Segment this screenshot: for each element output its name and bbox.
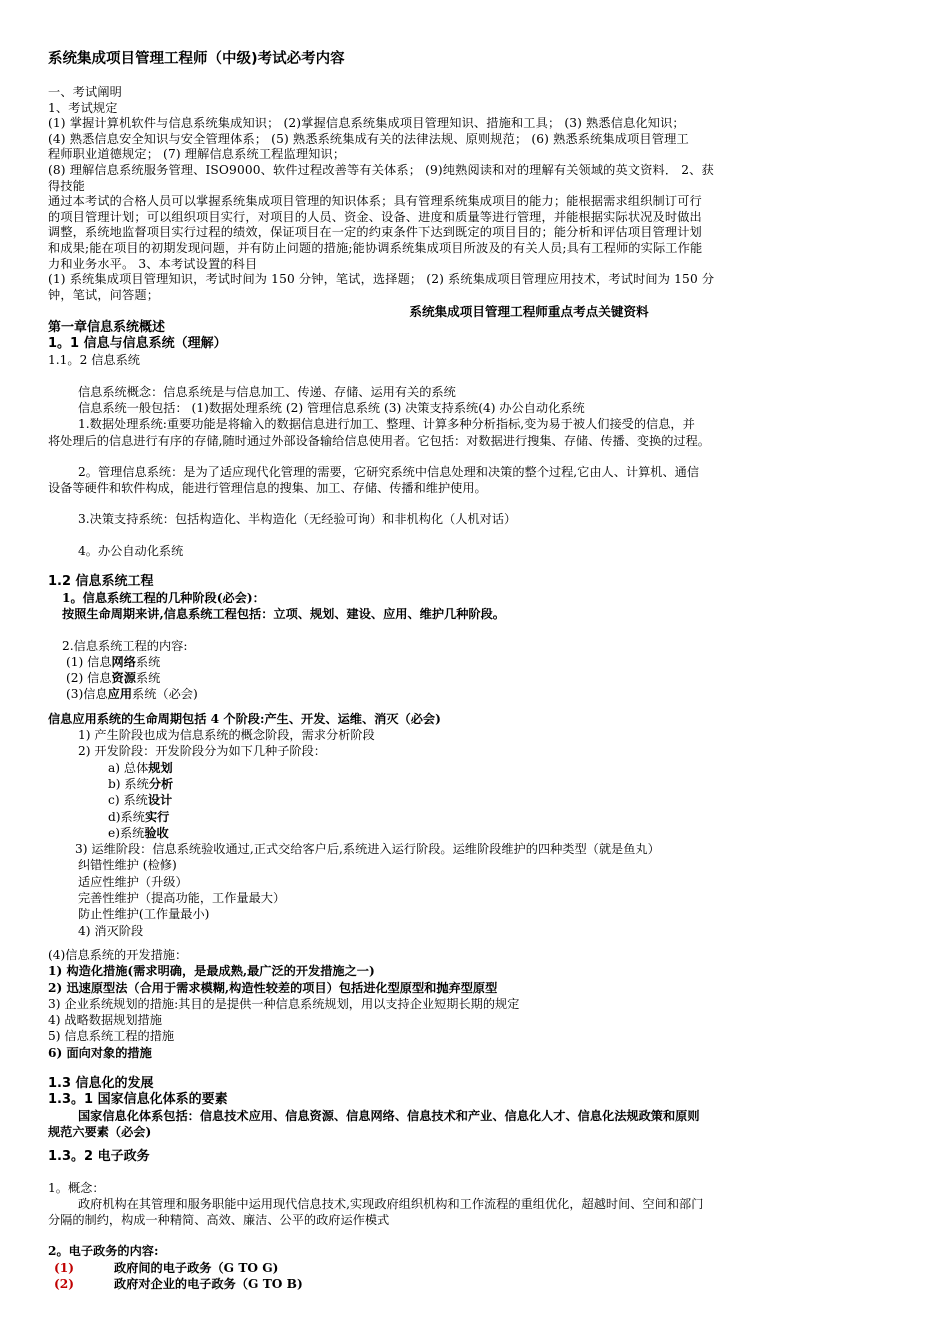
list-item: c) 系统设计	[108, 793, 173, 808]
includes-text: 信息系统一般包括： (1)数据处理系统 (2) 管理信息系统 (3) 决策支持系统(4) 办公自动化系统	[78, 400, 585, 415]
subsection-heading: 1.3。1 国家信息化体系的要素	[48, 1092, 228, 1107]
question-line: 2.信息系统工程的内容:	[62, 638, 188, 653]
intro-line: 力和业务水平。 3、本考试设置的科目	[48, 256, 258, 271]
item-number: (2)	[54, 1277, 75, 1292]
intro-line: 得技能	[48, 178, 86, 193]
paragraph-line: 将处理后的信息进行有序的存储,随时通过外部设备输给信息使用者。它包括：对数据进行搜集、存储、传播、变换的过程。	[48, 433, 710, 448]
concept-text: 信息系统概念：信息系统是与信息加工、传递、存储、运用有关的系统	[78, 384, 456, 399]
list-item: 1) 产生阶段也成为信息系统的概念阶段，需求分析阶段	[78, 728, 375, 743]
list-item: (2) 信息资源系统	[66, 671, 161, 686]
item-number: (1)	[54, 1260, 75, 1275]
paragraph-line: 分隔的制约，构成一种精简、高效、廉洁、公平的政府运作模式	[48, 1213, 390, 1228]
list-item: 3) 运维阶段：信息系统验收通过,正式交给客户后,系统进入运行阶段。运维阶段维护的四种类型（就是鱼丸）	[75, 842, 660, 857]
egov-content-heading: 2。电子政务的内容:	[48, 1244, 159, 1259]
list-item: 纠错性维护 (检修)	[78, 858, 177, 873]
list-item: (2) 政府对企业的电子政务（G TO B)	[48, 1276, 910, 1292]
intro-line: 调整，系统地监督项目实行过程的绩效，保证项目在一定的约束条件下达到既定的项目目的；能分析和评估项目管理计划	[48, 225, 702, 240]
list-item: (3)信息应用系统（必会)	[66, 687, 198, 702]
list-item: e)系统验收	[108, 825, 169, 840]
paragraph-line: 4。办公自动化系统	[78, 543, 184, 558]
intro-line: 和成果;能在项目的初期发现问题，并有防止问题的措施;能协调系统集成项目所波及的有关人员;具有工程师的实际工作能	[48, 240, 703, 255]
intro-line: (1) 系统集成项目管理知识，考试时间为 150 分钟，笔试，选择题； (2) 系统集成项目管理应用技术，考试时间为 150 分	[48, 272, 715, 287]
list-item: 2) 迅速原型法（合用于需求模糊,构造性较差的项目）包括进化型原型和抛弃型原型	[48, 980, 498, 995]
section-heading: 1。1 信息与信息系统（理解）	[48, 336, 227, 352]
document-title: 系统集成项目管理工程师（中级)考试必考内容	[48, 51, 345, 67]
intro-line: 1、考试规定	[48, 100, 118, 115]
section-heading: 1.2 信息系统工程	[48, 573, 154, 589]
paragraph-line: 政府机构在其管理和服务职能中运用现代信息技术,实现政府组织机构和工作流程的重组优化，超越时间、空间和部门	[78, 1196, 704, 1211]
list-item: (1) 信息网络系统	[66, 654, 161, 669]
intro-line: (8) 理解信息系统服务管理、ISO9000、软件过程改善等有关体系； (9)纯熟阅读和对的理解有关领域的英文资料． 2、获	[48, 162, 714, 177]
intro-line: (4) 熟悉信息安全知识与安全管理体系； (5) 熟悉系统集成有关的法律法规、原则规范； (6) 熟悉系统集成项目管理工	[48, 131, 689, 146]
intro-line: 的项目管理计划；可以组织项目实行，对项目的人员、资金、设备、进度和质量等进行管理，并能根据实际状况及时做出	[48, 209, 702, 224]
answer-line: 按照生命周期来讲,信息系统工程包括：立项、规划、建设、应用、维护几种阶段。	[62, 607, 505, 622]
list-item: 适应性维护（升级）	[78, 874, 188, 889]
lifecycle-heading: 信息应用系统的生命周期包括 4 个阶段:产生、开发、运维、消灭（必会)	[48, 711, 441, 726]
intro-line: 通过本考试的合格人员可以掌握系统集成项目管理的知识体系；具有管理系统集成项目的能力；能根据需求组织制订可行	[48, 194, 702, 209]
intro-line: 钟，笔试，问答题；	[48, 287, 160, 302]
paragraph-line: 设备等硬件和软件构成，能进行管理信息的搜集、加工、存储、传播和维护使用。	[48, 481, 487, 496]
section-heading: 1.3 信息化的发展	[48, 1076, 154, 1091]
question-line: 1。信息系统工程的几种阶段(必会)：	[62, 590, 265, 605]
list-item: a) 总体规划	[108, 760, 173, 775]
list-item: 3) 企业系统规划的措施:其目的是提供一种信息系统规划，用以支持企业短期长期的规定	[48, 996, 520, 1011]
list-item: b) 系统分析	[108, 776, 174, 791]
list-item: 完善性维护（提高功能，工作量最大）	[78, 891, 286, 906]
concept-label: 1。概念：	[48, 1180, 105, 1195]
list-item: 5) 信息系统工程的措施	[48, 1029, 175, 1044]
intro-line: 一、考试阐明	[48, 85, 123, 99]
dev-methods-heading: (4)信息系统的开发措施：	[48, 947, 188, 962]
subsection-heading: 1.1。2 信息系统	[48, 353, 140, 368]
section-title: 系统集成项目管理工程师重点考点关键资料	[409, 304, 649, 320]
exam-intro	[48, 85, 910, 303]
subsection-heading: 1.3。2 电子政务	[48, 1148, 150, 1164]
list-item: (1) 政府间的电子政务（G TO G)	[48, 1260, 910, 1276]
paragraph-line: 2。管理信息系统：是为了适应现代化管理的需要，它研究系统中信息处理和决策的整个过程,它由人、计算机、通信	[78, 464, 700, 479]
list-item: 6) 面向对象的措施	[48, 1045, 152, 1060]
paragraph-line: 国家信息化体系包括：信息技术应用、信息资源、信息网络、信息技术和产业、信息化人才、信息化法规政策和原则	[78, 1109, 700, 1123]
list-item: 4) 消灭阶段	[78, 923, 144, 938]
paragraph-line: 1.数据处理系统:重要功能是将输入的数据信息进行加工、整理、计算多种分析指标,变为易于被人们接受的信息，并	[78, 417, 695, 432]
list-item: 2) 开发阶段：开发阶段分为如下几种子阶段：	[78, 744, 326, 759]
paragraph-line: 3.决策支持系统：包括构造化、半构造化（无经验可询）和非机构化（人机对话）	[78, 512, 517, 527]
paragraph-line: 规范六要素（必会)	[48, 1125, 152, 1140]
intro-line: (1) 掌握计算机软件与信息系统集成知识； (2)掌握信息系统集成项目管理知识、措施和工具； (3) 熟悉信息化知识；	[48, 116, 685, 131]
chapter-title: 第一章信息系统概述	[48, 320, 166, 336]
list-item: 1) 构造化措施(需求明确，是最成熟,最广泛的开发措施之一)	[48, 964, 375, 979]
intro-line: 程师职业道德规定； (7) 理解信息系统工程监理知识；	[48, 147, 346, 162]
list-item: 防止性维护(工作量最小)	[78, 907, 210, 922]
list-item: d)系统实行	[108, 809, 170, 824]
document-page	[48, 50, 910, 1292]
list-item: 4) 战略数据规划措施	[48, 1013, 162, 1028]
